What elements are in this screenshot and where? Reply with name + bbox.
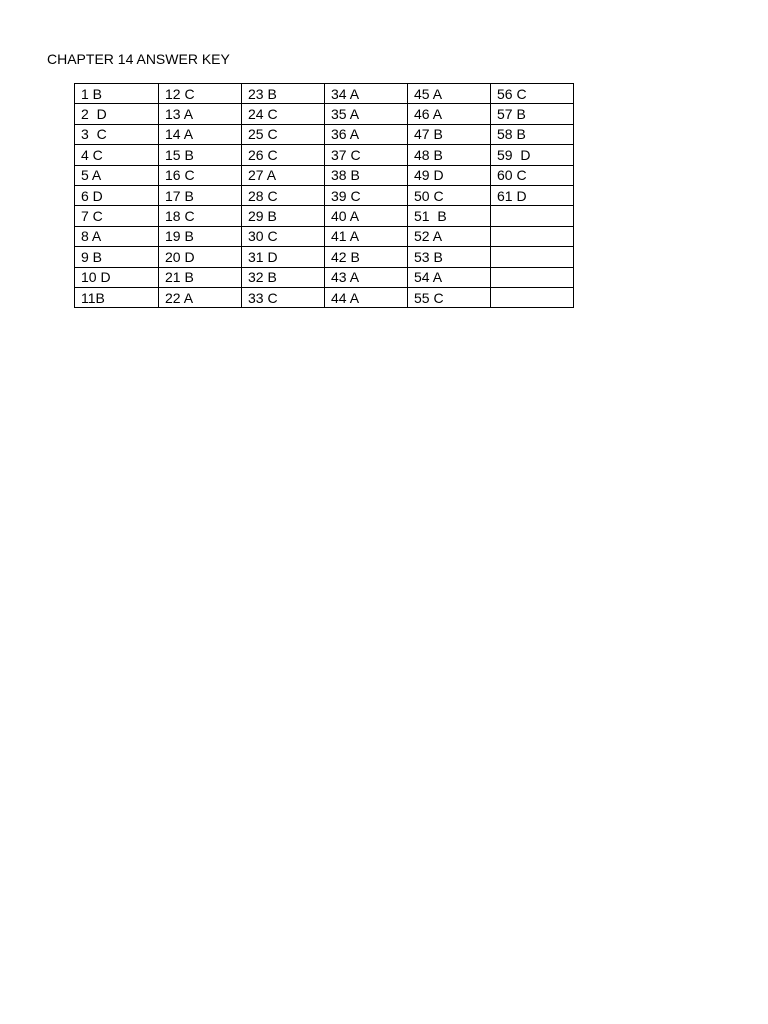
- answer-cell: 11B: [75, 287, 159, 307]
- answer-cell: 59 D: [491, 145, 574, 165]
- answer-cell: 16 C: [159, 165, 242, 185]
- answer-cell: 9 B: [75, 247, 159, 267]
- table-row: [75, 104, 574, 124]
- answer-cell: 30 C: [242, 226, 325, 246]
- answer-cell: 1 B: [75, 84, 159, 104]
- answer-cell: 49 D: [408, 165, 491, 185]
- answer-cell: 15 B: [159, 145, 242, 165]
- answer-cell: 54 A: [408, 267, 491, 287]
- answer-cell: 3 C: [75, 124, 159, 144]
- answer-cell: 8 A: [75, 226, 159, 246]
- answer-cell: 31 D: [242, 247, 325, 267]
- answer-cell: 46 A: [408, 104, 491, 124]
- answer-cell: 61 D: [491, 185, 574, 205]
- answer-cell: 20 D: [159, 247, 242, 267]
- answer-cell: 4 C: [75, 145, 159, 165]
- answer-cell: 6 D: [75, 185, 159, 205]
- answer-cell: 7 C: [75, 206, 159, 226]
- answer-cell: 28 C: [242, 185, 325, 205]
- answer-cell: 47 B: [408, 124, 491, 144]
- answer-cell: 37 C: [325, 145, 408, 165]
- table-row: [75, 226, 574, 246]
- answer-table-body: [75, 84, 574, 308]
- answer-cell: 17 B: [159, 185, 242, 205]
- answer-cell: 10 D: [75, 267, 159, 287]
- table-row: [75, 185, 574, 205]
- answer-cell: 26 C: [242, 145, 325, 165]
- answer-cell: 56 C: [491, 84, 574, 104]
- answer-cell: 41 A: [325, 226, 408, 246]
- table-row: [75, 206, 574, 226]
- table-row: [75, 287, 574, 307]
- answer-cell: 57 B: [491, 104, 574, 124]
- answer-cell: 58 B: [491, 124, 574, 144]
- answer-cell: 53 B: [408, 247, 491, 267]
- answer-cell: 52 A: [408, 226, 491, 246]
- answer-cell: 40 A: [325, 206, 408, 226]
- answer-cell: 21 B: [159, 267, 242, 287]
- answer-cell: 60 C: [491, 165, 574, 185]
- table-row: [75, 84, 574, 104]
- answer-cell: 35 A: [325, 104, 408, 124]
- answer-cell: 5 A: [75, 165, 159, 185]
- answer-cell: 14 A: [159, 124, 242, 144]
- answer-cell: 43 A: [325, 267, 408, 287]
- table-row: [75, 247, 574, 267]
- answer-cell: 19 B: [159, 226, 242, 246]
- answer-cell: [491, 287, 574, 307]
- answer-cell: [491, 206, 574, 226]
- answer-cell: 55 C: [408, 287, 491, 307]
- answer-cell: 2 D: [75, 104, 159, 124]
- answer-cell: 22 A: [159, 287, 242, 307]
- answer-cell: 50 C: [408, 185, 491, 205]
- answer-cell: 33 C: [242, 287, 325, 307]
- answer-cell: 13 A: [159, 104, 242, 124]
- answer-cell: 32 B: [242, 267, 325, 287]
- answer-cell: 34 A: [325, 84, 408, 104]
- answer-cell: 12 C: [159, 84, 242, 104]
- answer-cell: 25 C: [242, 124, 325, 144]
- answer-cell: 44 A: [325, 287, 408, 307]
- answer-cell: 36 A: [325, 124, 408, 144]
- answer-cell: [491, 226, 574, 246]
- answer-cell: 48 B: [408, 145, 491, 165]
- table-row: [75, 165, 574, 185]
- answer-key-table: [74, 83, 574, 308]
- answer-cell: 38 B: [325, 165, 408, 185]
- table-row: [75, 124, 574, 144]
- answer-cell: [491, 247, 574, 267]
- answer-cell: 39 C: [325, 185, 408, 205]
- table-row: [75, 267, 574, 287]
- answer-cell: 42 B: [325, 247, 408, 267]
- answer-cell: 27 A: [242, 165, 325, 185]
- table-row: [75, 145, 574, 165]
- answer-cell: 29 B: [242, 206, 325, 226]
- answer-cell: 18 C: [159, 206, 242, 226]
- answer-cell: 51 B: [408, 206, 491, 226]
- answer-cell: 45 A: [408, 84, 491, 104]
- answer-cell: 24 C: [242, 104, 325, 124]
- page-title: CHAPTER 14 ANSWER KEY: [47, 51, 230, 67]
- answer-cell: [491, 267, 574, 287]
- answer-cell: 23 B: [242, 84, 325, 104]
